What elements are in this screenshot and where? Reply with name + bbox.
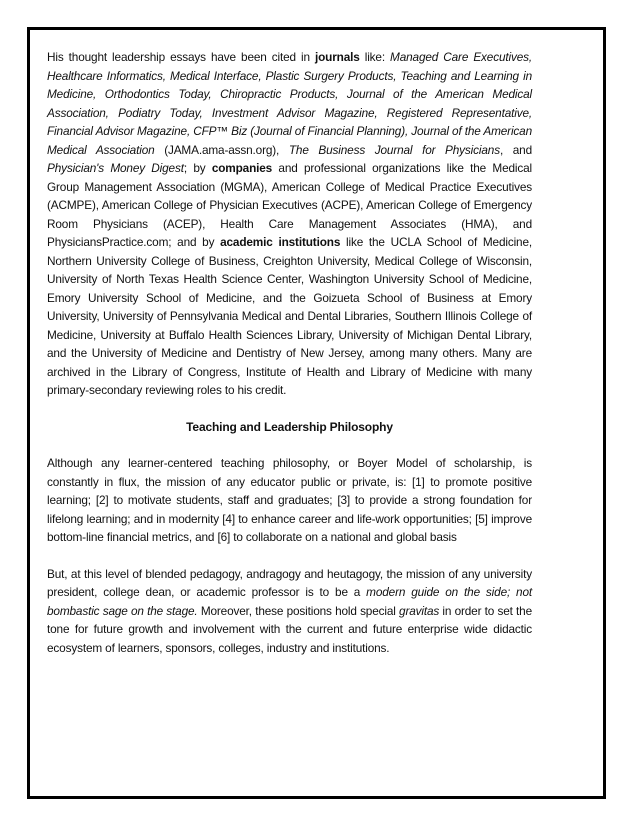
paragraph-mission <box>47 565 532 658</box>
journals-list: Managed Care Executives, Healthcare Informatics, Medical Interface, Plastic Surgery Products, Teaching and Learning in Medicine, Orthodontics Today, Chiropractic Products, Journal of the American Medical Association, Podiatry Today, Investment Advisor Magazine, Registered Representative, Financial Advisor Magazine, CFP™ Biz (Journal of Financial Planning), Journal of the American Medical Association <box>47 50 532 157</box>
paragraph-teaching-philosophy: Although any learner-centered teaching philosophy, or Boyer Model of scholarship, is constantly in flux, the mission of any educator public or private, is: [1] to promote positive learning; [2] to motivate students, staff and graduates; [3] to provide a strong foundation for lifelong learning; and in modernity [4] to enhance career and life-work opportunities; [5] improve bottom-line financial metrics, and [6] to collaborate on a national and global basis <box>47 456 532 544</box>
text-run: (JAMA.ama-assn.org), <box>154 142 289 157</box>
text-run: like the UCLA School of Medicine, Northern University College of Business, Creighton University, Medical College of Wisconsin, University of North Texas Health Science Center, Washington University School of Medicine, Emory University School of Medicine, and the Goizueta School of Business at Emory University, University of Pennsylvania Medical and Dental Libraries, Southern Illinois College of Medicine, University at Buffalo Health Sciences Library, University of Michigan Dental Library, and the University of Medicine and Dentistry of New Jersey, among many others. Many are archived in the Library of Congress, Institute of Health and Library of Medicine with many primary-secondary reviewing roles to his credit. <box>47 235 532 397</box>
paragraph-citations <box>47 48 532 400</box>
text-run: and professional organizations like the Medical Group Management Association (MGMA), American College of Medical Practice Executives (ACMPE), American College of Physician Executives (ACPE), American College of Emergency Room Physicians (ACEP), Health Care Management Associates (HMA), and PhysiciansPractice.com; and by <box>47 161 532 249</box>
text-run: in order to set the tone for future growth and involvement with the current and future enterprise wide didactic ecosystem of learners, sponsors, colleges, industry and institutions. <box>47 603 532 655</box>
text-run: ; by <box>183 161 212 175</box>
document-body <box>47 48 532 657</box>
keyword-journals: journals <box>314 50 360 64</box>
text-run: like: <box>359 50 391 64</box>
italic-phrase: modern guide on the side; not bombastic sage on the stage. <box>47 585 533 618</box>
text-run: But, at this level of blended pedagogy, andragogy and heutagogy, the mission of any university president, college dean, or academic professor is to be a <box>47 566 532 599</box>
text-run: Moreover, these positions hold special <box>197 603 400 618</box>
italic-word: gravitas <box>399 603 440 618</box>
keyword-companies: companies <box>211 161 273 175</box>
text-run: , and <box>499 142 532 157</box>
journal-title: The Business Journal for Physicians <box>288 142 500 157</box>
text-run: His thought leadership essays have been cited in <box>47 50 315 64</box>
section-title: Teaching and Leadership Philosophy <box>186 419 393 434</box>
keyword-academic-institutions: academic institutions <box>220 235 341 249</box>
journal-title: Physician's Money Digest <box>47 161 184 175</box>
